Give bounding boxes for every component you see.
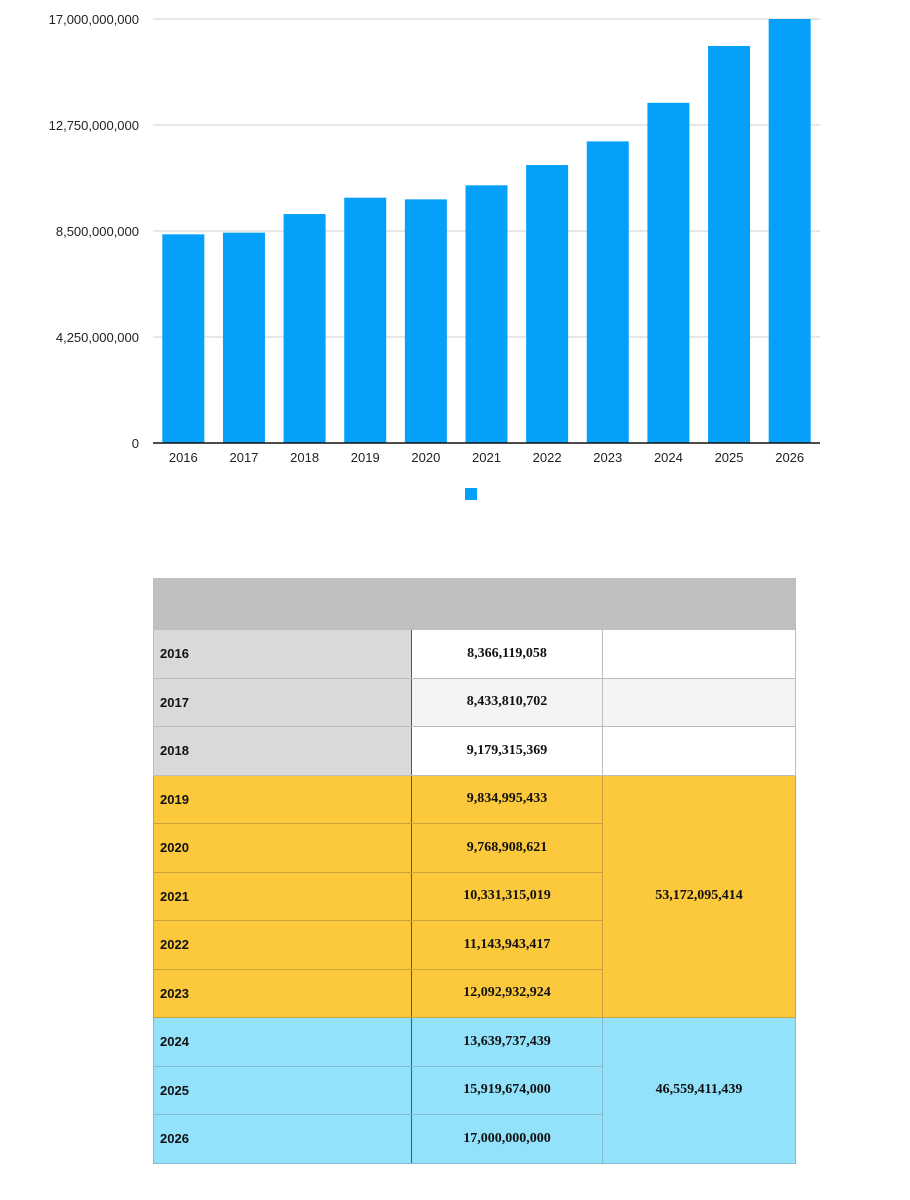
empty-cell bbox=[603, 678, 796, 727]
x-tick-label: 2016 bbox=[168, 450, 198, 465]
year-cell: 2025 bbox=[154, 1066, 412, 1115]
x-axis-tick-labels bbox=[169, 450, 804, 465]
value-cell: 9,179,315,369 bbox=[412, 727, 603, 776]
x-tick-label: 2023 bbox=[593, 450, 623, 465]
group-sum-cell: 53,172,095,414 bbox=[603, 775, 796, 1018]
value-cell: 10,331,315,019 bbox=[412, 872, 603, 921]
table-row bbox=[154, 727, 796, 776]
value-cell: 9,768,908,621 bbox=[412, 824, 603, 873]
table-row bbox=[154, 678, 796, 727]
bar bbox=[769, 19, 811, 443]
year-cell: 2023 bbox=[154, 969, 412, 1018]
x-tick-label: 2022 bbox=[532, 450, 562, 465]
bar bbox=[526, 165, 568, 443]
y-tick-label: 12,750,000,000 bbox=[48, 118, 139, 133]
bar bbox=[466, 185, 508, 443]
bar bbox=[284, 214, 326, 443]
bar bbox=[405, 199, 447, 443]
empty-cell bbox=[603, 727, 796, 776]
value-cell: 8,366,119,058 bbox=[412, 630, 603, 679]
x-tick-label: 2026 bbox=[775, 450, 805, 465]
value-cell: 8,433,810,702 bbox=[412, 678, 603, 727]
value-cell: 12,092,932,924 bbox=[412, 969, 603, 1018]
table-row bbox=[154, 1018, 796, 1067]
table-header-cell bbox=[154, 579, 412, 630]
bar bbox=[587, 141, 629, 443]
year-cell: 2016 bbox=[154, 630, 412, 679]
x-tick-label: 2018 bbox=[290, 450, 320, 465]
value-cell: 9,834,995,433 bbox=[412, 775, 603, 824]
y-tick-label: 8,500,000,000 bbox=[55, 224, 139, 239]
x-tick-label: 2025 bbox=[714, 450, 744, 465]
x-tick-label: 2021 bbox=[472, 450, 501, 465]
year-cell: 2021 bbox=[154, 872, 412, 921]
year-cell: 2022 bbox=[154, 921, 412, 970]
x-tick-label: 2024 bbox=[653, 450, 683, 465]
year-cell: 2024 bbox=[154, 1018, 412, 1067]
y-tick-label: 17,000,000,000 bbox=[48, 12, 139, 27]
table-row bbox=[154, 630, 796, 679]
legend-swatch bbox=[465, 488, 477, 500]
year-cell: 2026 bbox=[154, 1115, 412, 1164]
value-cell: 13,639,737,439 bbox=[412, 1018, 603, 1067]
x-tick-label: 2017 bbox=[229, 450, 259, 465]
table-row bbox=[154, 775, 796, 824]
bar bbox=[223, 233, 265, 443]
y-tick-label: 0 bbox=[131, 436, 139, 451]
bar bbox=[344, 198, 386, 443]
year-cell: 2020 bbox=[154, 824, 412, 873]
y-axis-tick-labels bbox=[49, 12, 139, 451]
bar bbox=[647, 103, 689, 443]
data-table bbox=[153, 578, 796, 1164]
x-tick-label: 2020 bbox=[411, 450, 441, 465]
empty-cell bbox=[603, 630, 796, 679]
table-header-cell bbox=[603, 579, 796, 630]
table-header-row bbox=[154, 579, 796, 630]
value-cell: 17,000,000,000 bbox=[412, 1115, 603, 1164]
bar-chart bbox=[0, 0, 910, 520]
x-tick-label: 2019 bbox=[350, 450, 380, 465]
bar bbox=[162, 234, 204, 443]
group-sum-cell: 46,559,411,439 bbox=[603, 1018, 796, 1164]
year-cell: 2018 bbox=[154, 727, 412, 776]
value-cell: 11,143,943,417 bbox=[412, 921, 603, 970]
y-tick-label: 4,250,000,000 bbox=[55, 330, 139, 345]
year-cell: 2019 bbox=[154, 775, 412, 824]
year-cell: 2017 bbox=[154, 678, 412, 727]
value-cell: 15,919,674,000 bbox=[412, 1066, 603, 1115]
table-header-cell bbox=[412, 579, 603, 630]
bar bbox=[708, 46, 750, 443]
